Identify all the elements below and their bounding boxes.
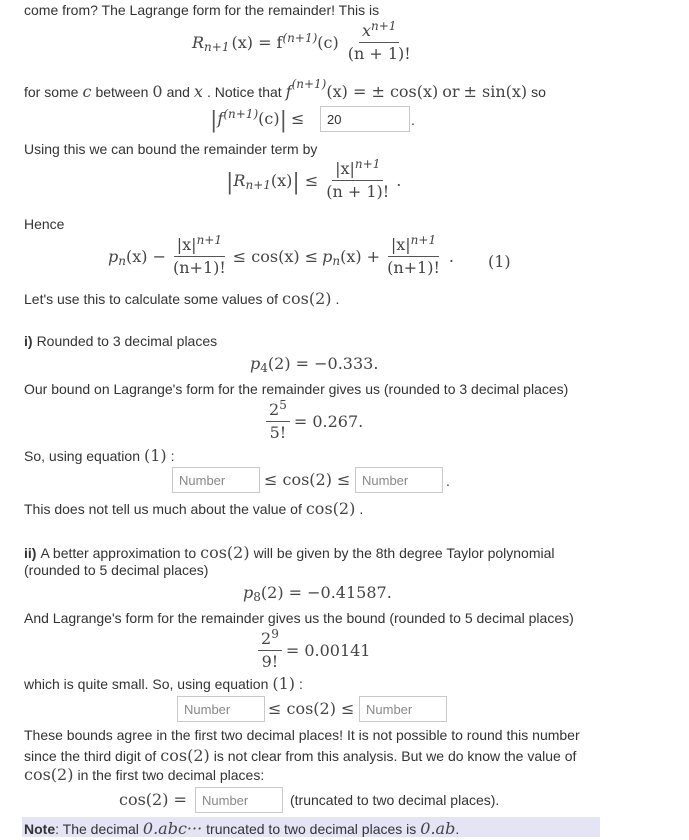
p4-sub: 4 (260, 360, 268, 375)
part-ii-frac-val: = 0.00141 (285, 641, 371, 660)
using-R: R (233, 171, 246, 190)
agree-3b: in the first two decimal places: (77, 767, 265, 783)
note-text-a: : The decimal (55, 821, 139, 837)
part-i-conclusion-math: cos(2) (305, 499, 356, 518)
notice-c: c (82, 82, 92, 101)
part-i-heading (24, 333, 217, 349)
part-i-frac-val: = 0.267. (293, 412, 364, 431)
derivative-order: (n+1) (282, 30, 318, 45)
hence-p: p (108, 247, 119, 266)
hence-period: . (448, 247, 454, 266)
part-i-remainder (266, 398, 364, 442)
notice-text-c: and (166, 84, 190, 100)
lets-use-line (24, 289, 339, 308)
using-le: ≤ (304, 171, 319, 190)
lets-use-period: . (335, 291, 340, 307)
hence-p2-sub: n (332, 253, 341, 268)
abs-bar-right-2: | (292, 170, 300, 195)
part-ii-title-b: will be given by the 8th degree Taylor polynomial (253, 545, 555, 561)
using-period: . (396, 171, 402, 190)
abs-bar-left: | (210, 108, 218, 133)
note-text-c: . (455, 821, 460, 837)
agree-line-1: These bounds agree in the first two decimal places! It is not possible to round this number (24, 727, 580, 743)
note-text-b: truncated to two decimal places is (206, 821, 417, 837)
abs-bar-right: | (279, 108, 287, 133)
remainder-formula (192, 19, 414, 63)
p8-p: p (243, 583, 254, 602)
hence-den-left: (n+1)! (172, 258, 226, 277)
hence-num-left (174, 233, 225, 257)
abs-bar-left-2: | (226, 170, 234, 195)
lets-use-math: cos(2) (282, 289, 332, 308)
part-ii-frac-exp: 9 (271, 627, 279, 641)
using-R-x: (x) (270, 171, 293, 190)
using-R-sub: n+1 (245, 177, 271, 192)
part-ii-bound-text: And Lagrange's form for the remainder gives us the bound (rounded to 5 decimal places) (24, 610, 574, 626)
derivative-arg: (c) (317, 33, 339, 52)
bound-fc: (c) (258, 109, 280, 128)
final-answer-input[interactable] (195, 787, 283, 813)
part-i-frac-base: 2 (269, 400, 280, 419)
hence-fraction-left (170, 233, 229, 277)
final-note: (truncated to two decimal places). (290, 792, 500, 808)
part-i-colon: : (170, 448, 175, 464)
notice-text-d: . Notice that (206, 84, 282, 100)
using-frac-den: (n + 1)! (326, 182, 390, 201)
notice-text-a: for some (24, 84, 79, 100)
part-i-so-line (24, 446, 175, 465)
agree-line-2 (24, 746, 576, 765)
using-frac-num-base: |x| (335, 159, 355, 178)
part-ii-upper-bound-input[interactable] (359, 696, 447, 722)
note-line (24, 819, 459, 838)
hence-fraction-right (384, 233, 443, 277)
notice-so: so (531, 84, 546, 100)
agree-line-3 (24, 765, 264, 784)
agree-2a: since the third digit of (24, 748, 157, 764)
intro-text: come from? The Lagrange form for the remainder! This is (24, 2, 380, 18)
remainder-equals: (x) = f (231, 33, 283, 52)
notice-derivative (285, 77, 439, 101)
remainder-fraction (345, 19, 414, 63)
part-i-lower-bound-input[interactable] (172, 467, 260, 493)
agree-3m: cos(2) (24, 765, 74, 784)
part-i-conclusion-end: . (359, 501, 364, 517)
hence-px: (x) − (125, 247, 166, 266)
part-ii-heading (24, 543, 555, 562)
using-fraction (323, 157, 392, 201)
notice-text-b: between (95, 84, 149, 100)
p4-value (250, 354, 378, 373)
fraction-denominator: (n + 1)! (347, 44, 411, 63)
using-text: Using this we can bound the remainder term by (24, 141, 318, 157)
p4-val: (2) = −0.333. (267, 354, 379, 373)
part-ii-label: ii) (24, 545, 37, 561)
part-ii-mid: ≤ cos(2) ≤ (268, 699, 355, 718)
part-i-frac-den: 5! (269, 423, 287, 442)
hence-num-left-exp: n+1 (196, 233, 222, 247)
derivative-bound (210, 106, 308, 131)
hence-p-sub: n (118, 253, 126, 268)
part-ii-frac-base: 2 (261, 629, 272, 648)
part-i-bound-text: Our bound on Lagrange's form for the remainder gives us (rounded to 3 decimal places) (24, 381, 569, 397)
part-i-so-text: So, using equation (24, 448, 140, 464)
remainder-bound-formula (226, 157, 402, 201)
bound-f-sup: (n+1) (223, 106, 259, 121)
fraction-numerator (359, 19, 399, 43)
part-ii-title-a: A better approximation to (40, 545, 197, 561)
hence-num-right (388, 233, 439, 257)
p4-p: p (250, 354, 261, 373)
hence-px2: (x) + (340, 247, 381, 266)
part-i-frac-exp: 5 (279, 398, 287, 412)
note-math-1: 0.abc··· (142, 819, 203, 838)
fraction-numerator-base: x (361, 21, 372, 40)
part-ii-frac-num (258, 627, 282, 651)
part-i-upper-bound-input[interactable] (355, 467, 443, 493)
part-ii-small-line (24, 674, 303, 693)
part-ii-eq-ref: (1) (272, 674, 296, 693)
part-ii-title-c: (rounded to 5 decimal places) (24, 562, 209, 578)
notice-f-sup: (n+1) (291, 77, 327, 91)
lets-use-text: Let's use this to calculate some values of (24, 291, 279, 307)
agree-2m: cos(2) (160, 746, 210, 765)
part-ii-frac-den: 9! (261, 652, 279, 671)
part-i-conclusion (24, 499, 363, 518)
p8-sub: 8 (253, 589, 261, 604)
notice-fx: (x) = ± cos(x) (326, 82, 439, 101)
notice-or: or (442, 82, 460, 101)
note-math-2: 0.ab (420, 819, 456, 838)
using-frac-num (332, 157, 383, 181)
part-ii-remainder (258, 627, 371, 671)
hence-label: Hence (24, 216, 65, 232)
final-lhs: cos(2) = (119, 790, 187, 809)
part-i-label: i) (24, 333, 33, 349)
notice-f: f (285, 82, 292, 101)
bound-period: . (411, 112, 415, 128)
bound-le: ≤ (291, 109, 305, 128)
part-i-mid: ≤ cos(2) ≤ (264, 470, 351, 489)
hence-den-right: (n+1)! (387, 258, 440, 277)
part-i-fraction (266, 398, 290, 442)
hence-mid: ≤ cos(x) ≤ (232, 247, 319, 266)
hence-num-left-base: |x| (176, 235, 197, 254)
part-i-frac-num (266, 398, 290, 422)
using-frac-num-exp: n+1 (354, 157, 381, 171)
fraction-numerator-exp: n+1 (371, 19, 397, 33)
notice-sin: ± sin(x) (463, 82, 528, 101)
agree-2b: is not clear from this analysis. But we do know the value of (213, 748, 577, 764)
part-i-period: . (446, 473, 450, 489)
remainder-symbol: R (192, 33, 205, 52)
part-ii-small-text: which is quite small. So, using equation (24, 676, 269, 692)
hence-num-right-base: |x| (390, 235, 411, 254)
hence-num-right-exp: n+1 (410, 233, 437, 247)
part-ii-colon: : (299, 676, 303, 692)
part-ii-fraction (258, 627, 282, 671)
bound-f: f (217, 109, 224, 128)
p8-value (243, 583, 392, 602)
notice-zero: 0 (152, 82, 163, 101)
cos-bound-inequality (108, 233, 454, 277)
hence-p2: p (322, 247, 333, 266)
p8-val: (2) = −0.41587. (260, 583, 392, 602)
part-i-conclusion-text: This does not tell us much about the value of (24, 501, 302, 517)
equation-number: (1) (488, 252, 511, 271)
notice-x: x (193, 82, 203, 101)
part-i-title: Rounded to 3 decimal places (36, 333, 218, 349)
part-ii-title-math: cos(2) (200, 543, 250, 562)
note-label: Note (24, 821, 56, 837)
remainder-subscript: n+1 (204, 39, 230, 54)
derivative-bound-input[interactable] (320, 106, 410, 132)
notice-line (24, 77, 546, 101)
part-ii-lower-bound-input[interactable] (177, 696, 265, 722)
part-i-eq-ref: (1) (143, 446, 167, 465)
